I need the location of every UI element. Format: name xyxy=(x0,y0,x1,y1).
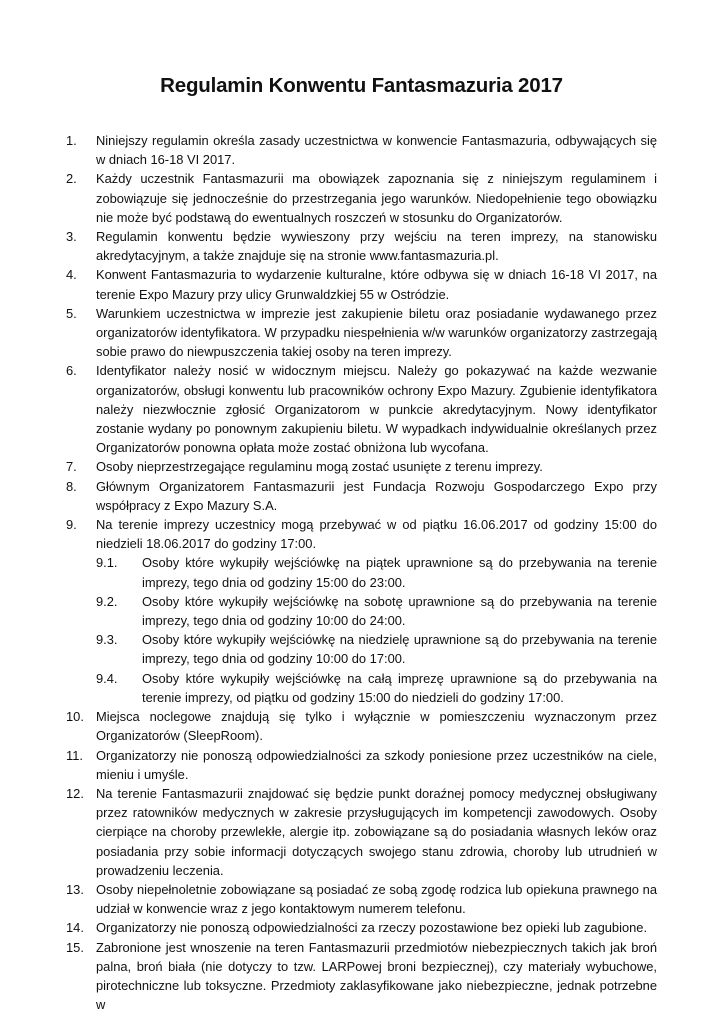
rule-number: 2. xyxy=(66,171,77,187)
subrule-number: 9.2. xyxy=(96,593,118,609)
rule-item xyxy=(66,169,657,227)
rule-number: 3. xyxy=(66,229,77,245)
rule-number: 15. xyxy=(66,939,84,955)
rule-number: 4. xyxy=(66,267,77,283)
rule-item xyxy=(66,457,657,476)
rules-list xyxy=(66,131,657,1014)
rule-item xyxy=(66,918,657,937)
subrule-number: 9.3. xyxy=(96,632,118,648)
subrule-item xyxy=(96,553,657,591)
rule-text: Regulamin konwentu będzie wywieszony przy wejściu na teren imprezy, na stanowisku akredytacyjnym, a także znajduje się na stronie www.fantasmazuria.pl. xyxy=(96,229,657,264)
rule-number: 7. xyxy=(66,459,77,475)
subrule-text: Osoby które wykupiły wejściówkę na całą imprezę uprawnione są do przebywania na terenie imprezy, od piątku od godziny 15:00 do niedzieli do godziny 17:00. xyxy=(142,670,657,705)
rule-item xyxy=(66,707,657,745)
rule-number: 5. xyxy=(66,305,77,321)
rule-item xyxy=(66,938,657,1015)
rule-item xyxy=(66,361,657,457)
rule-number: 9. xyxy=(66,517,77,533)
subrule-text: Osoby które wykupiły wejściówkę na niedzielę uprawnione są do przebywania na terenie imprezy, tego dnia od godziny 10:00 do 17:00. xyxy=(142,632,657,667)
rule-text: Miejsca noclegowe znajdują się tylko i wyłącznie w pomieszczeniu wyznaczonym przez Organizatorów (SleepRoom). xyxy=(96,709,657,744)
rule-item xyxy=(66,515,657,707)
rule-number: 10. xyxy=(66,709,84,725)
rule-number: 6. xyxy=(66,363,77,379)
subrule-number: 9.4. xyxy=(96,670,118,686)
rule-text: Warunkiem uczestnictwa w imprezie jest zakupienie biletu oraz posiadanie wydawanego przez organizatorów identyfikatora. W przypadku niespełnienia w/w warunków organizatorzy zastrzegają sobie prawo do niewpuszczenia takiej osoby na teren imprezy. xyxy=(96,305,657,360)
rule-item xyxy=(66,227,657,265)
rule-number: 11. xyxy=(66,747,83,763)
rule-text: Identyfikator należy nosić w widocznym miejscu. Należy go pokazywać na każde wezwanie organizatorów, obsługi konwentu lub pracowników ochrony Expo Mazury. Zgubienie identyfikatora należy niezwłocznie zgłosić Organizatorom w punkcie akredytacyjnym. Nowy identyfikator zostanie wydany po ponownym zakupieniu biletu. W wypadkach indywidualnie określanych przez Organizatorów ponowna opłata może zostać obniżona lub wycofana. xyxy=(96,363,657,456)
subrules-list xyxy=(96,553,657,707)
rule-item xyxy=(66,304,657,362)
subrule-item xyxy=(96,669,657,707)
rule-number: 12. xyxy=(66,785,84,801)
page-title: Regulamin Konwentu Fantasmazuria 2017 xyxy=(160,74,563,97)
rule-text: Na terenie imprezy uczestnicy mogą przebywać w od piątku 16.06.2017 od godziny 15:00 do niedzieli 18.06.2017 do godziny 17:00. xyxy=(96,517,657,552)
rule-text: Osoby nieprzestrzegające regulaminu mogą zostać usunięte z terenu imprezy. xyxy=(96,459,543,475)
rule-number: 8. xyxy=(66,478,77,494)
rule-text: Osoby niepełnoletnie zobowiązane są posiadać ze sobą zgodę rodzica lub opiekuna prawnego na udział w konwencie wraz z jego kontaktowym numerem telefonu. xyxy=(96,881,657,917)
subrule-item xyxy=(96,630,657,668)
rule-item xyxy=(66,131,657,169)
rule-text: Głównym Organizatorem Fantasmazurii jest Fundacja Rozwoju Gospodarczego Expo przy współpracy z Expo Mazury S.A. xyxy=(96,478,657,513)
rule-text: Na terenie Fantasmazurii znajdować się będzie punkt doraźnej pomocy medycznej obsługiwany przez ratowników medycznych w zakresie przysługujących im kompetencji zawodowych. Osoby cierpiące na choroby przewlekłe, alergie itp. zobowiązane są do posiadania własnych leków oraz posiadania przy sobie informacji dotyczących swojego stanu zdrowia, choroby lub utrudnień w prowadzeniu leczenia. xyxy=(96,785,657,878)
subrule-item xyxy=(96,592,657,630)
rule-text: Każdy uczestnik Fantasmazurii ma obowiązek zapoznania się z niniejszym regulaminem i zobowiązuje się jednocześnie do przestrzegania jego warunków. Niedopełnienie tego obowiązku nie może być podstawą do ewentualnych roszczeń w stosunku do Organizatorów. xyxy=(96,171,657,225)
rule-text: Niniejszy regulamin określa zasady uczestnictwa w konwencie Fantasmazuria, odbywających się w dniach 16-18 VI 2017. xyxy=(96,133,657,168)
rule-body xyxy=(96,515,657,707)
subrule-text: Osoby które wykupiły wejściówkę na sobotę uprawnione są do przebywania na terenie imprezy, tego dnia od godziny 10:00 do 24:00. xyxy=(142,593,657,629)
rule-text: Organizatorzy nie ponoszą odpowiedzialności za szkody poniesione przez uczestników na ciele, mieniu i umyśle. xyxy=(96,747,657,782)
rule-number: 13. xyxy=(66,881,84,897)
rule-text: Zabronione jest wnoszenie na teren Fantasmazurii przedmiotów niebezpiecznych takich jak broń palna, broń biała (nie dotyczy to tzw. LARPowej broni bezpiecznej), czy materiały wybuchowe, pirotechniczne lub toksyczne. Przedmioty zaklasyfikowane jako niebezpieczne, jednak potrzebne w xyxy=(96,939,657,1013)
rule-text: Konwent Fantasmazuria to wydarzenie kulturalne, które odbywa się w dniach 16-18 VI 2017, na terenie Expo Mazury przy ulicy Grunwaldzkiej 55 w Ostródzie. xyxy=(96,267,657,302)
rule-item xyxy=(66,880,657,918)
rule-number: 1. xyxy=(66,133,77,148)
subrule-text: Osoby które wykupiły wejściówkę na piątek uprawnione są do przebywania na terenie imprezy, tego dnia od godziny 15:00 do 23:00. xyxy=(142,555,657,590)
rule-item xyxy=(66,784,657,880)
rule-text: Organizatorzy nie ponoszą odpowiedzialności za rzeczy pozostawione bez opieki lub zagubione. xyxy=(96,920,648,936)
subrule-number: 9.1. xyxy=(96,555,118,571)
rule-item xyxy=(66,265,657,303)
rule-number: 14. xyxy=(66,920,84,936)
rule-item xyxy=(66,746,657,784)
rule-item xyxy=(66,477,657,515)
